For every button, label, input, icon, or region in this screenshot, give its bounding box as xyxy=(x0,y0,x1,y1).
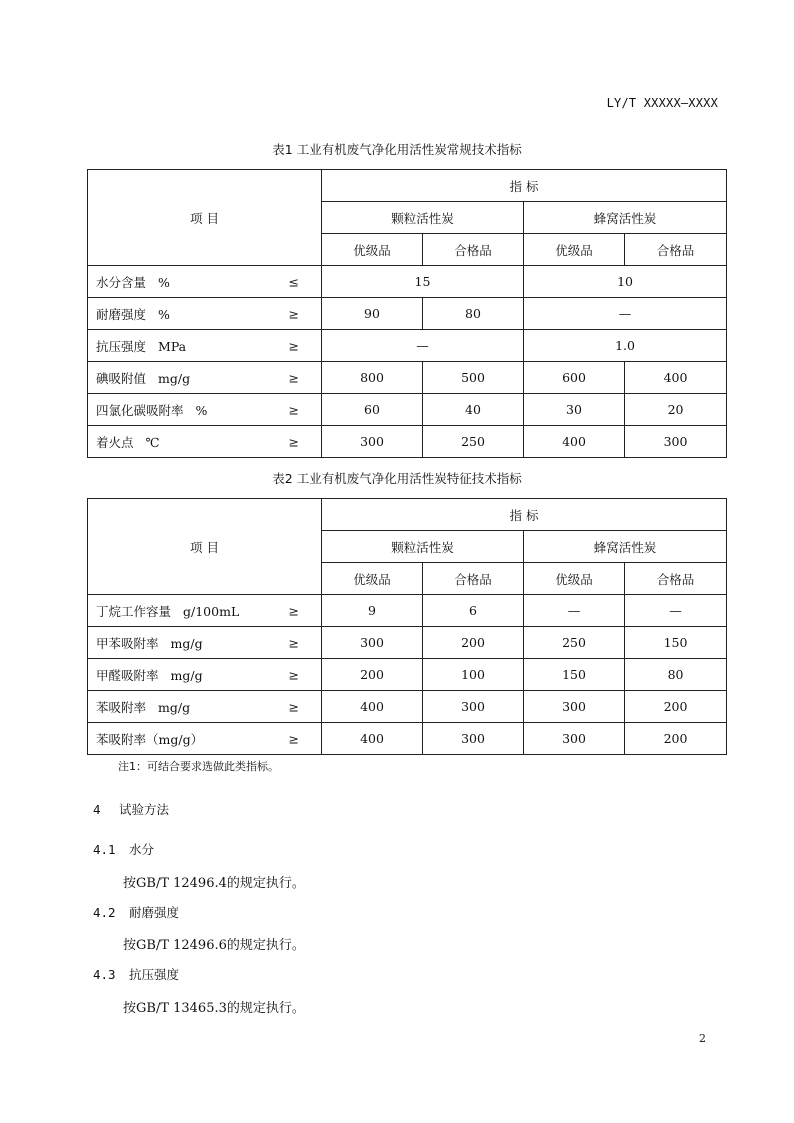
table1-grade-header: 优级品 xyxy=(322,234,423,266)
section-heading: 4.2 耐磨强度 xyxy=(93,905,180,920)
value-cell: 20 xyxy=(625,394,727,426)
table-row xyxy=(88,266,727,298)
table1-grade-header: 合格品 xyxy=(423,234,524,266)
value-cell: 150 xyxy=(625,627,727,659)
value-cell: — xyxy=(524,298,727,330)
value-cell: 300 xyxy=(524,723,625,755)
item-cell: 碘吸附值 mg/g ≥ xyxy=(88,362,322,394)
standard-code: LY/T XXXXX—XXXX xyxy=(606,96,718,110)
table-row xyxy=(88,298,727,330)
value-cell: 300 xyxy=(423,691,524,723)
table1 xyxy=(87,169,727,458)
value-cell: 40 xyxy=(423,394,524,426)
value-cell: 150 xyxy=(524,659,625,691)
value-cell: 200 xyxy=(625,691,727,723)
table1-grade-header: 优级品 xyxy=(524,234,625,266)
item-cell: 丁烷工作容量 g/100mL ≥ xyxy=(88,595,322,627)
value-cell: 9 xyxy=(322,595,423,627)
section-heading: 4.3 抗压强度 xyxy=(93,967,180,982)
item-cell: 耐磨强度 % ≥ xyxy=(88,298,322,330)
item-cell: 着火点 ℃ ≥ xyxy=(88,426,322,458)
table-row xyxy=(88,426,727,458)
value-cell: 200 xyxy=(423,627,524,659)
value-cell: 250 xyxy=(423,426,524,458)
table-row xyxy=(88,691,727,723)
value-cell: 30 xyxy=(524,394,625,426)
value-cell: 200 xyxy=(322,659,423,691)
section-paragraph: 按GB/T 12496.6的规定执行。 xyxy=(123,938,305,953)
table2-item-header: 项 目 xyxy=(88,499,322,595)
table1-indicator-header: 指 标 xyxy=(322,170,727,202)
table-row xyxy=(88,394,727,426)
value-cell: 600 xyxy=(524,362,625,394)
table-row xyxy=(88,723,727,755)
item-cell: 四氯化碳吸附率 % ≥ xyxy=(88,394,322,426)
value-cell: 80 xyxy=(423,298,524,330)
table2-grade-header: 合格品 xyxy=(625,563,727,595)
value-cell: 80 xyxy=(625,659,727,691)
table2-caption: 表2 工业有机废气净化用活性炭特征技术指标 xyxy=(272,471,522,486)
table-row xyxy=(88,595,727,627)
table-row xyxy=(88,659,727,691)
table-note: 注1：可结合要求选做此类指标。 xyxy=(118,760,279,773)
table2-indicator-header: 指 标 xyxy=(322,499,727,531)
value-cell: — xyxy=(322,330,524,362)
table2 xyxy=(87,498,727,755)
value-cell: 300 xyxy=(625,426,727,458)
value-cell: 100 xyxy=(423,659,524,691)
section-heading: 4 试验方法 xyxy=(93,802,170,817)
item-cell: 苯吸附率（mg/g） ≥ xyxy=(88,723,322,755)
section-paragraph: 按GB/T 13465.3的规定执行。 xyxy=(123,1001,305,1016)
table2-honeycomb-header: 蜂窝活性炭 xyxy=(524,531,727,563)
value-cell: 1.0 xyxy=(524,330,727,362)
table2-grade-header: 优级品 xyxy=(524,563,625,595)
value-cell: 300 xyxy=(322,627,423,659)
value-cell: — xyxy=(524,595,625,627)
value-cell: 15 xyxy=(322,266,524,298)
table2-grade-header: 优级品 xyxy=(322,563,423,595)
value-cell: 10 xyxy=(524,266,727,298)
item-cell: 抗压强度 MPa ≥ xyxy=(88,330,322,362)
value-cell: 250 xyxy=(524,627,625,659)
item-cell: 甲苯吸附率 mg/g ≥ xyxy=(88,627,322,659)
section-heading: 4.1 水分 xyxy=(93,842,155,857)
item-cell: 水分含量 % ≤ xyxy=(88,266,322,298)
value-cell: — xyxy=(625,595,727,627)
value-cell: 400 xyxy=(524,426,625,458)
value-cell: 400 xyxy=(625,362,727,394)
table1-granular-header: 颗粒活性炭 xyxy=(322,202,524,234)
table-row xyxy=(88,627,727,659)
section-paragraph: 按GB/T 12496.4的规定执行。 xyxy=(123,876,305,891)
value-cell: 6 xyxy=(423,595,524,627)
value-cell: 400 xyxy=(322,691,423,723)
table-row xyxy=(88,330,727,362)
value-cell: 400 xyxy=(322,723,423,755)
item-cell: 甲醛吸附率 mg/g ≥ xyxy=(88,659,322,691)
page-number: 2 xyxy=(699,1032,706,1045)
value-cell: 60 xyxy=(322,394,423,426)
value-cell: 90 xyxy=(322,298,423,330)
value-cell: 200 xyxy=(625,723,727,755)
item-cell: 苯吸附率 mg/g ≥ xyxy=(88,691,322,723)
table1-caption: 表1 工业有机废气净化用活性炭常规技术指标 xyxy=(272,142,522,157)
value-cell: 300 xyxy=(524,691,625,723)
value-cell: 300 xyxy=(423,723,524,755)
value-cell: 500 xyxy=(423,362,524,394)
table1-item-header: 项 目 xyxy=(88,170,322,266)
table1-honeycomb-header: 蜂窝活性炭 xyxy=(524,202,727,234)
table2-grade-header: 合格品 xyxy=(423,563,524,595)
value-cell: 800 xyxy=(322,362,423,394)
table-row xyxy=(88,362,727,394)
table2-granular-header: 颗粒活性炭 xyxy=(322,531,524,563)
value-cell: 300 xyxy=(322,426,423,458)
table1-grade-header: 合格品 xyxy=(625,234,727,266)
